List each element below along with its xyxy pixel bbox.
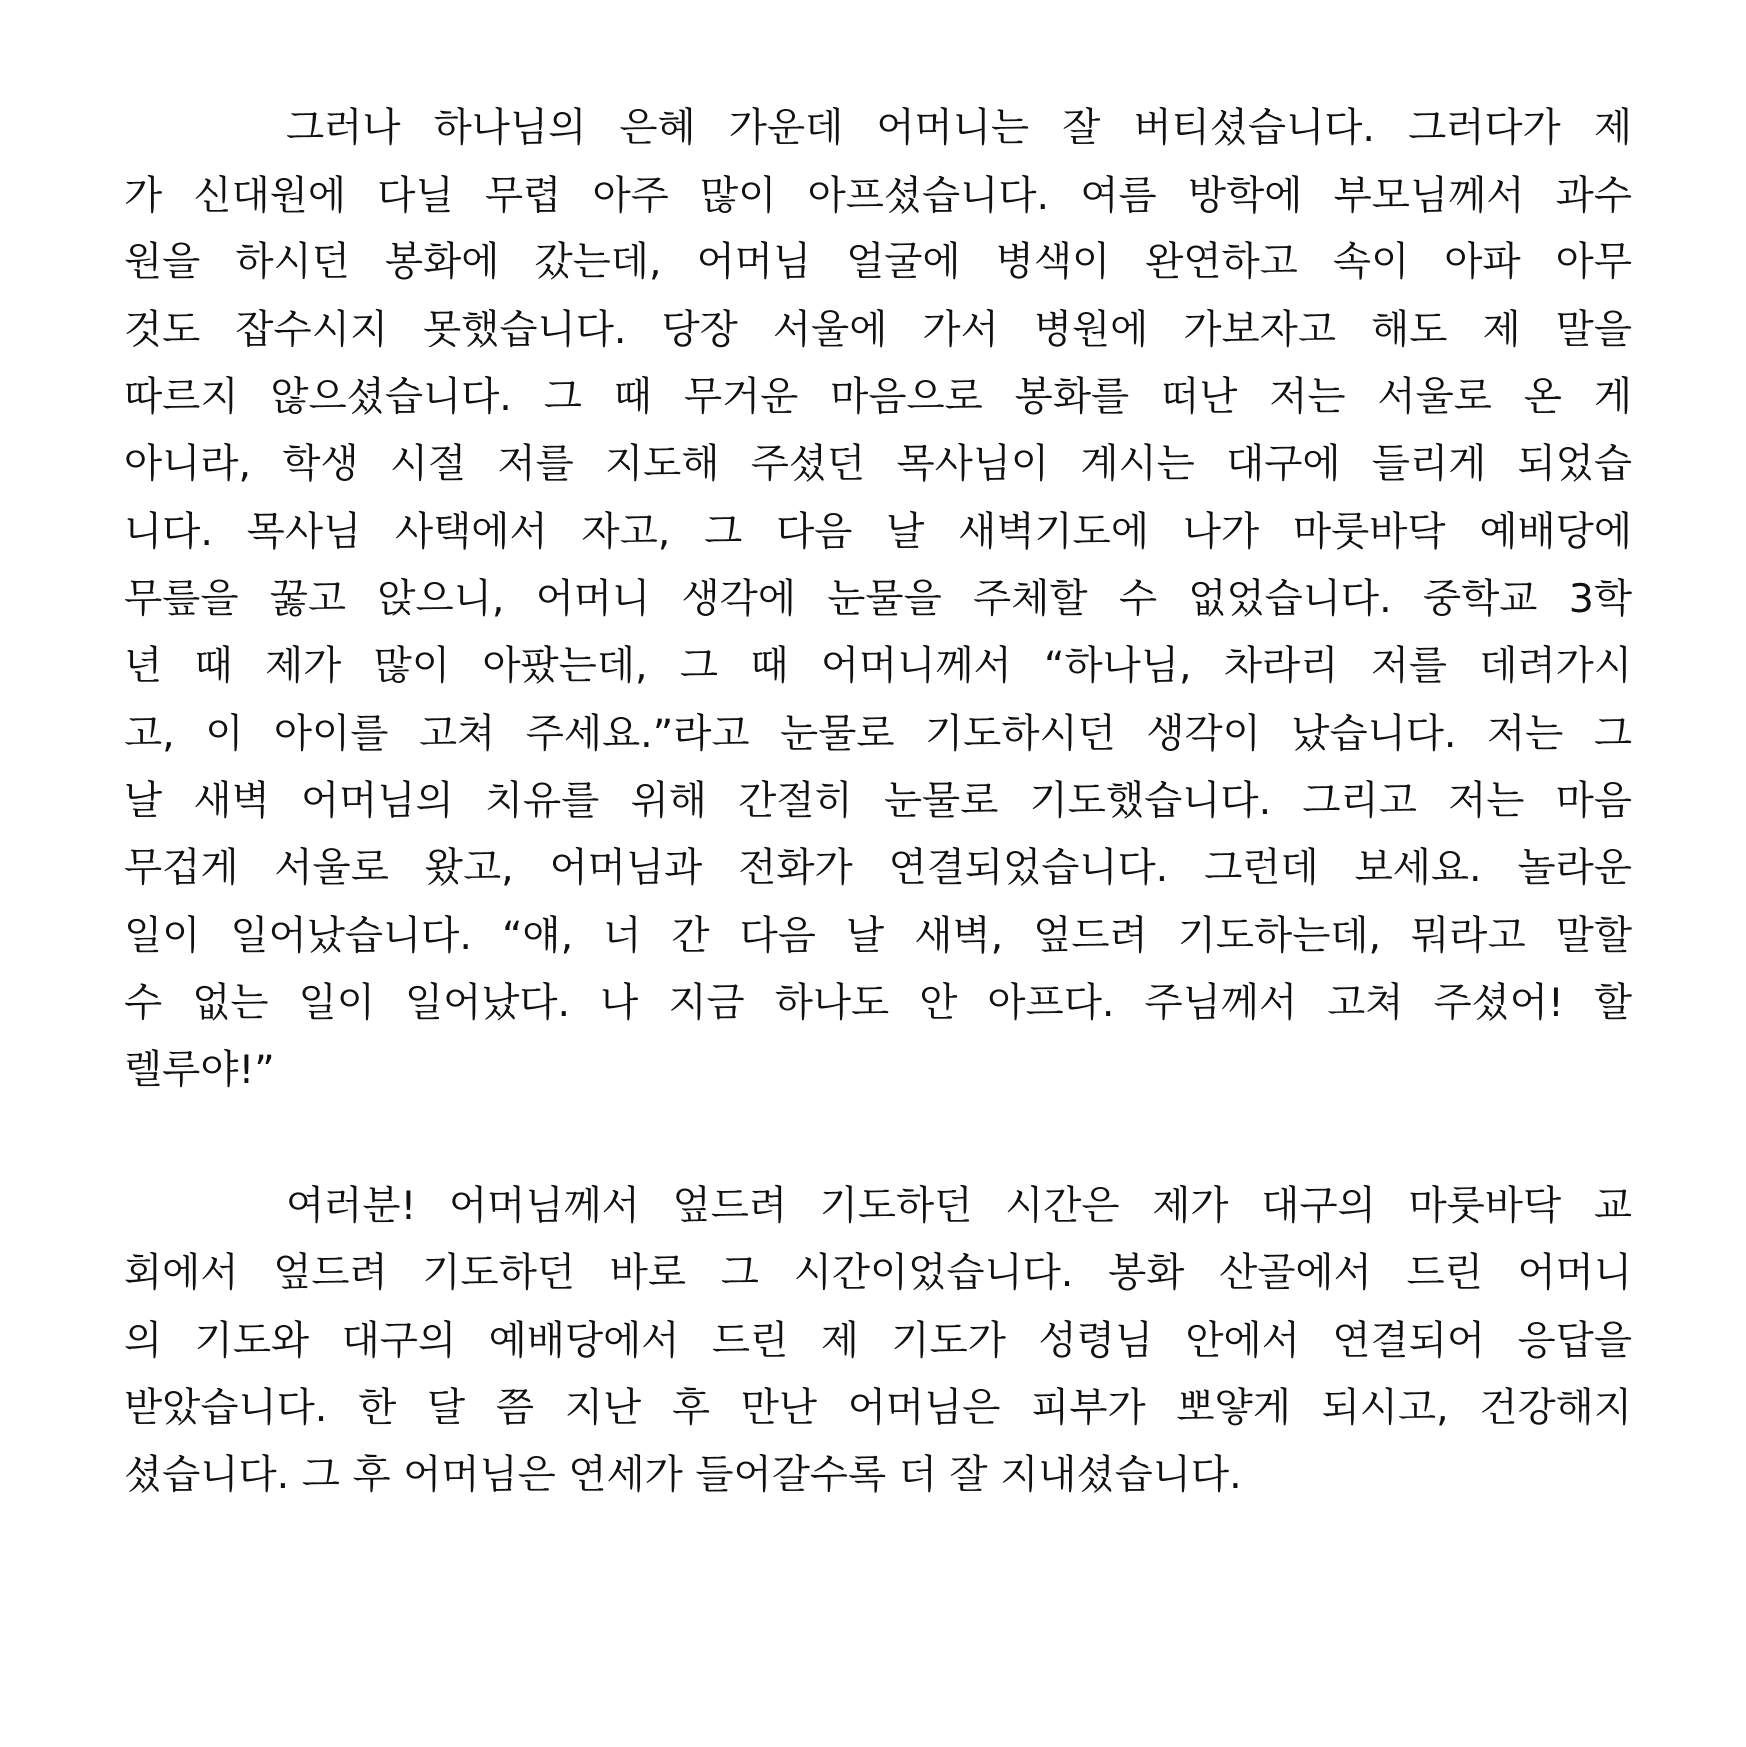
text-line: 아니라, 학생 시절 저를 지도해 주셨던 목사님이 계시는 대구에 들리게 되었습 (124, 441, 1632, 487)
text-line: 회에서 엎드려 기도하던 바로 그 시간이었습니다. 봉화 산골에서 드린 어머니 (124, 1250, 1632, 1296)
text-line: 따르지 않으셨습니다. 그 때 무거운 마음으로 봉화를 떠난 저는 서울로 온 게 (124, 374, 1632, 420)
text-line: 수 없는 일이 일어났다. 나 지금 하나도 안 아프다. 주님께서 고쳐 주셨어! 할 (124, 980, 1632, 1026)
text-line: 무릎을 꿇고 앉으니, 어머니 생각에 눈물을 주체할 수 없었습니다. 중학교 3학 (124, 576, 1632, 622)
text-line: 받았습니다. 한 달 쯤 지난 후 만난 어머님은 피부가 뽀얗게 되시고, 건강해지 (124, 1385, 1632, 1431)
text-line: 것도 잡수시지 못했습니다. 당장 서울에 가서 병원에 가보자고 해도 제 말을 (124, 307, 1632, 353)
text-line: 가 신대원에 다닐 무렵 아주 많이 아프셨습니다. 여름 방학에 부모님께서 과수 (124, 173, 1632, 219)
text-line: 년 때 제가 많이 아팠는데, 그 때 어머니께서 “하나님, 차라리 저를 데려가시 (124, 643, 1632, 689)
text-line: 여러분! 어머님께서 엎드려 기도하던 시간은 제가 대구의 마룻바닥 교 (286, 1183, 1632, 1229)
text-line: 일이 일어났습니다. “얘, 너 간 다음 날 새벽, 엎드려 기도하는데, 뭐라고 말할 (124, 913, 1632, 959)
text-line: 무겁게 서울로 왔고, 어머님과 전화가 연결되었습니다. 그런데 보세요. 놀라운 (124, 845, 1632, 891)
text-line: 고, 이 아이를 고쳐 주세요.”라고 눈물로 기도하시던 생각이 났습니다. 저는 그 (124, 711, 1632, 757)
text-line: 셨습니다. 그 후 어머님은 연세가 들어갈수록 더 잘 지내셨습니다. (124, 1452, 1242, 1498)
text-line: 렐루야!” (124, 1047, 275, 1093)
text-line: 원을 하시던 봉화에 갔는데, 어머님 얼굴에 병색이 완연하고 속이 아파 아무 (124, 239, 1632, 285)
text-line: 날 새벽 어머님의 치유를 위해 간절히 눈물로 기도했습니다. 그리고 저는 마음 (124, 778, 1632, 824)
text-line: 의 기도와 대구의 예배당에서 드린 제 기도가 성령님 안에서 연결되어 응답을 (124, 1318, 1632, 1364)
text-line: 그러나 하나님의 은혜 가운데 어머니는 잘 버티셨습니다. 그러다가 제 (286, 105, 1632, 151)
text-line: 니다. 목사님 사택에서 자고, 그 다음 날 새벽기도에 나가 마룻바닥 예배당에 (124, 509, 1632, 555)
